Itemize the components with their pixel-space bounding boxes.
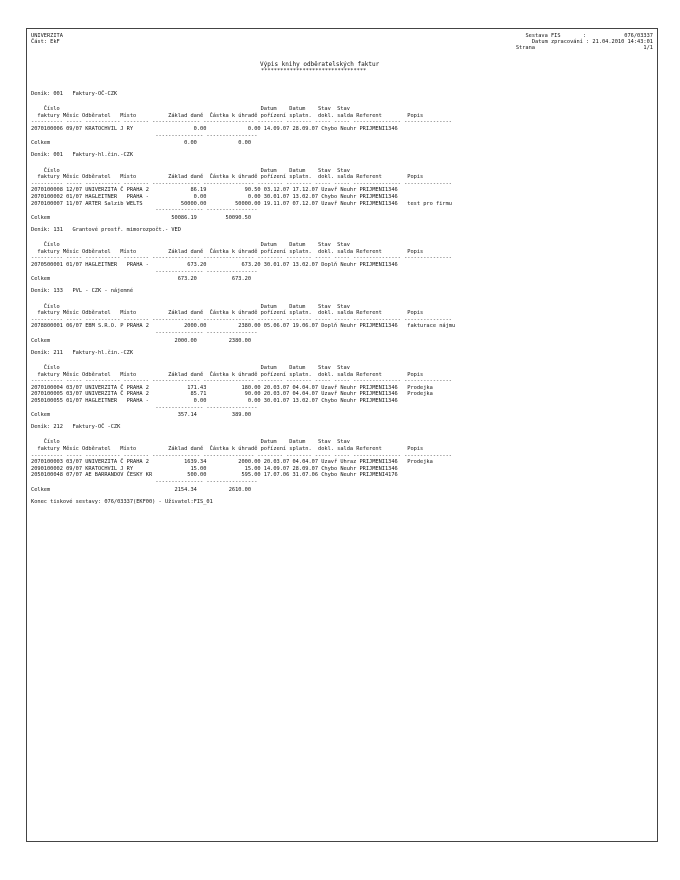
journal-header: Deník: 131 Grantové prostř. mimorozpočt.- VED [31,226,181,233]
invoice-row: 2070100004 03/07 UNIVERZITA Č PRAHA 2 171.43 180.00 20.03.07 04.04.07 Uzavř Neuhr PRIJMENI1346 Prodejka [31,384,433,391]
column-separator: ---------- ----- ----------- -------- --------------- ---------------- -------- -------- ----- ----- --------------- --------------- [31,119,452,126]
section-total: Celkem 357.14 389.00 [31,412,252,419]
column-separator: ---------- ----- ----------- -------- --------------- ---------------- -------- -------- ----- ----- --------------- --------------- [31,316,452,323]
section-total: Celkem 673.20 673.20 [31,276,252,283]
report-page [26,28,658,842]
column-separator: ---------- ----- ----------- -------- --------------- ---------------- -------- -------- ----- ----- --------------- --------------- [31,452,452,459]
sum-separator: --------------- ---------------- [31,132,258,139]
invoice-row: 2050100055 01/07 HAGLEITNER PRAHA - 0.00 0.00 30.01.07 13.02.07 Chybo Neuhr PRIJMENI1346 [31,397,398,404]
section-total: Celkem 50086.19 50090.50 [31,214,252,221]
invoice-row: 2070500001 01/07 HAGLEITNER PRAHA - 673.20 673.20 30.01.07 13.02.07 Doplň Neuhr PRIJMENI1346 [31,261,398,268]
invoice-row: 2070100006 09/07 KRATOCHVIL J RY 0.00 0.00 14.09.07 28.09.07 Chybo Neuhr PRIJMENI1346 [31,125,398,132]
report-title: Výpis knihy odběratelských faktur [260,61,380,68]
column-separator: ---------- ----- ----------- -------- --------------- ---------------- -------- -------- ----- ----- --------------- --------------- [31,255,452,262]
invoice-row: 2050100048 07/07 AE BARRANDOV ČESKY KR 500.00 595.00 17.07.06 31.07.06 Chybo Neuhr PRIJMENI4176 [31,472,398,479]
column-header-row2: faktury Měsíc Odběratel Místo Základ daně Částka k úhradě pořízení splatn. dokl. salda Referent Popis [31,174,424,181]
journal-header: Deník: 133 PVL - CZK - nájemné [31,288,134,295]
invoice-row: 2070100007 11/07 ARTER Salzib WELTS 50000.00 50000.00 19.11.07 07.12.07 Uzavř Neuhr PRIJMENI1346 test pro firmu [31,200,452,207]
sum-separator: --------------- ---------------- [31,479,258,486]
section-total: Celkem 0.00 0.00 [31,140,252,147]
column-header-row1: Číslo Datum Datum Stav Stav [31,303,350,310]
column-header-row2: faktury Měsíc Odběratel Místo Základ daně Částka k úhradě pořízení splatn. dokl. salda Referent Popis [31,112,424,119]
section-total: Celkem 2154.34 2610.00 [31,486,252,493]
sum-separator: --------------- ---------------- [31,404,258,411]
invoice-row: 2070100008 12/07 UNIVERZITA Č PRAHA 2 86.19 90.50 03.12.07 17.12.07 Uzavř Neuhr PRIJMENI1346 [31,187,398,194]
invoice-row: 2070100005 03/07 UNIVERZITA Č PRAHA 2 85.71 90.00 20.03.07 04.04.07 Uzavř Neuhr PRIJMENI1346 Prodejka [31,391,433,398]
column-separator: ---------- ----- ----------- -------- --------------- ---------------- -------- -------- ----- ----- --------------- --------------- [31,180,452,187]
page-number: Strana 1/1 [515,45,653,51]
sum-separator: --------------- ---------------- [31,268,258,275]
invoice-row: 2078800001 06/07 EBM S.R.O. P PRAHA 2 2000.00 2380.00 05.06.07 19.06.07 Doplň Neuhr PRIJMENI1346 fakturace nájmu [31,323,456,330]
processing-date: Datum zpracování : 21.04.2010 14:43:01 [531,39,653,45]
invoice-row: 2070100002 01/07 HAGLEITNER PRAHA - 0.00 0.00 30.01.07 13.02.07 Chybo Neuhr PRIJMENI1346 [31,193,398,200]
column-header-row1: Číslo Datum Datum Stav Stav [31,242,350,249]
column-header-row2: faktury Měsíc Odběratel Místo Základ daně Částka k úhradě pořízení splatn. dokl. salda Referent Popis [31,310,424,317]
org-name: UNIVERZITA [31,33,63,39]
section-total: Celkem 2000.00 2380.00 [31,337,252,344]
journal-header: Deník: 212 Faktury-OČ -CZK [31,424,121,431]
column-header-row1: Číslo Datum Datum Stav Stav [31,439,350,446]
column-separator: ---------- ----- ----------- -------- --------------- ---------------- -------- -------- ----- ----- --------------- --------------- [31,378,452,385]
column-header-row1: Číslo Datum Datum Stav Stav [31,106,350,113]
sum-separator: --------------- ---------------- [31,329,258,336]
report-number: Sestava FIS : 076/03337 [525,33,653,39]
journal-header: Deník: 001 Faktury-OČ-CZK [31,91,118,97]
org-part: Část: EkF [31,39,60,45]
column-header-row2: faktury Měsíc Odběratel Místo Základ daně Částka k úhradě pořízení splatn. dokl. salda Referent Popis [31,248,424,255]
journal-header: Deník: 211 Faktury-hl.čin.-CZK [31,349,134,356]
sum-separator: --------------- ---------------- [31,207,258,214]
column-header-row1: Číslo Datum Datum Stav Stav [31,364,350,371]
column-header-row2: faktury Měsíc Odběratel Místo Základ daně Částka k úhradě pořízení splatn. dokl. salda Referent Popis [31,371,424,378]
report-title-underline: ********************************* [261,68,367,74]
report-footer: Konec tiskové sestavy: 076/03337(EKF00) - Uživatel:FIS_01 [31,498,213,505]
column-header-row2: faktury Měsíc Odběratel Místo Základ daně Částka k úhradě pořízení splatn. dokl. salda Referent Popis [31,446,424,453]
column-header-row1: Číslo Datum Datum Stav Stav [31,167,350,174]
invoice-row: 2090100002 09/07 KRATOCHVIL J RY 15.00 15.00 14.09.07 28.09.07 Chybo Neuhr PRIJMENI1346 [31,465,398,472]
journal-header: Deník: 001 Faktury-hl.čin.-CZK [31,152,134,159]
invoice-row: 2070100003 03/07 UNIVERZITA Č PRAHA 2 1639.34 2000.00 20.03.07 04.04.07 Uzavř Uhraz PRIJMENI1346 Prodejka [31,459,433,466]
